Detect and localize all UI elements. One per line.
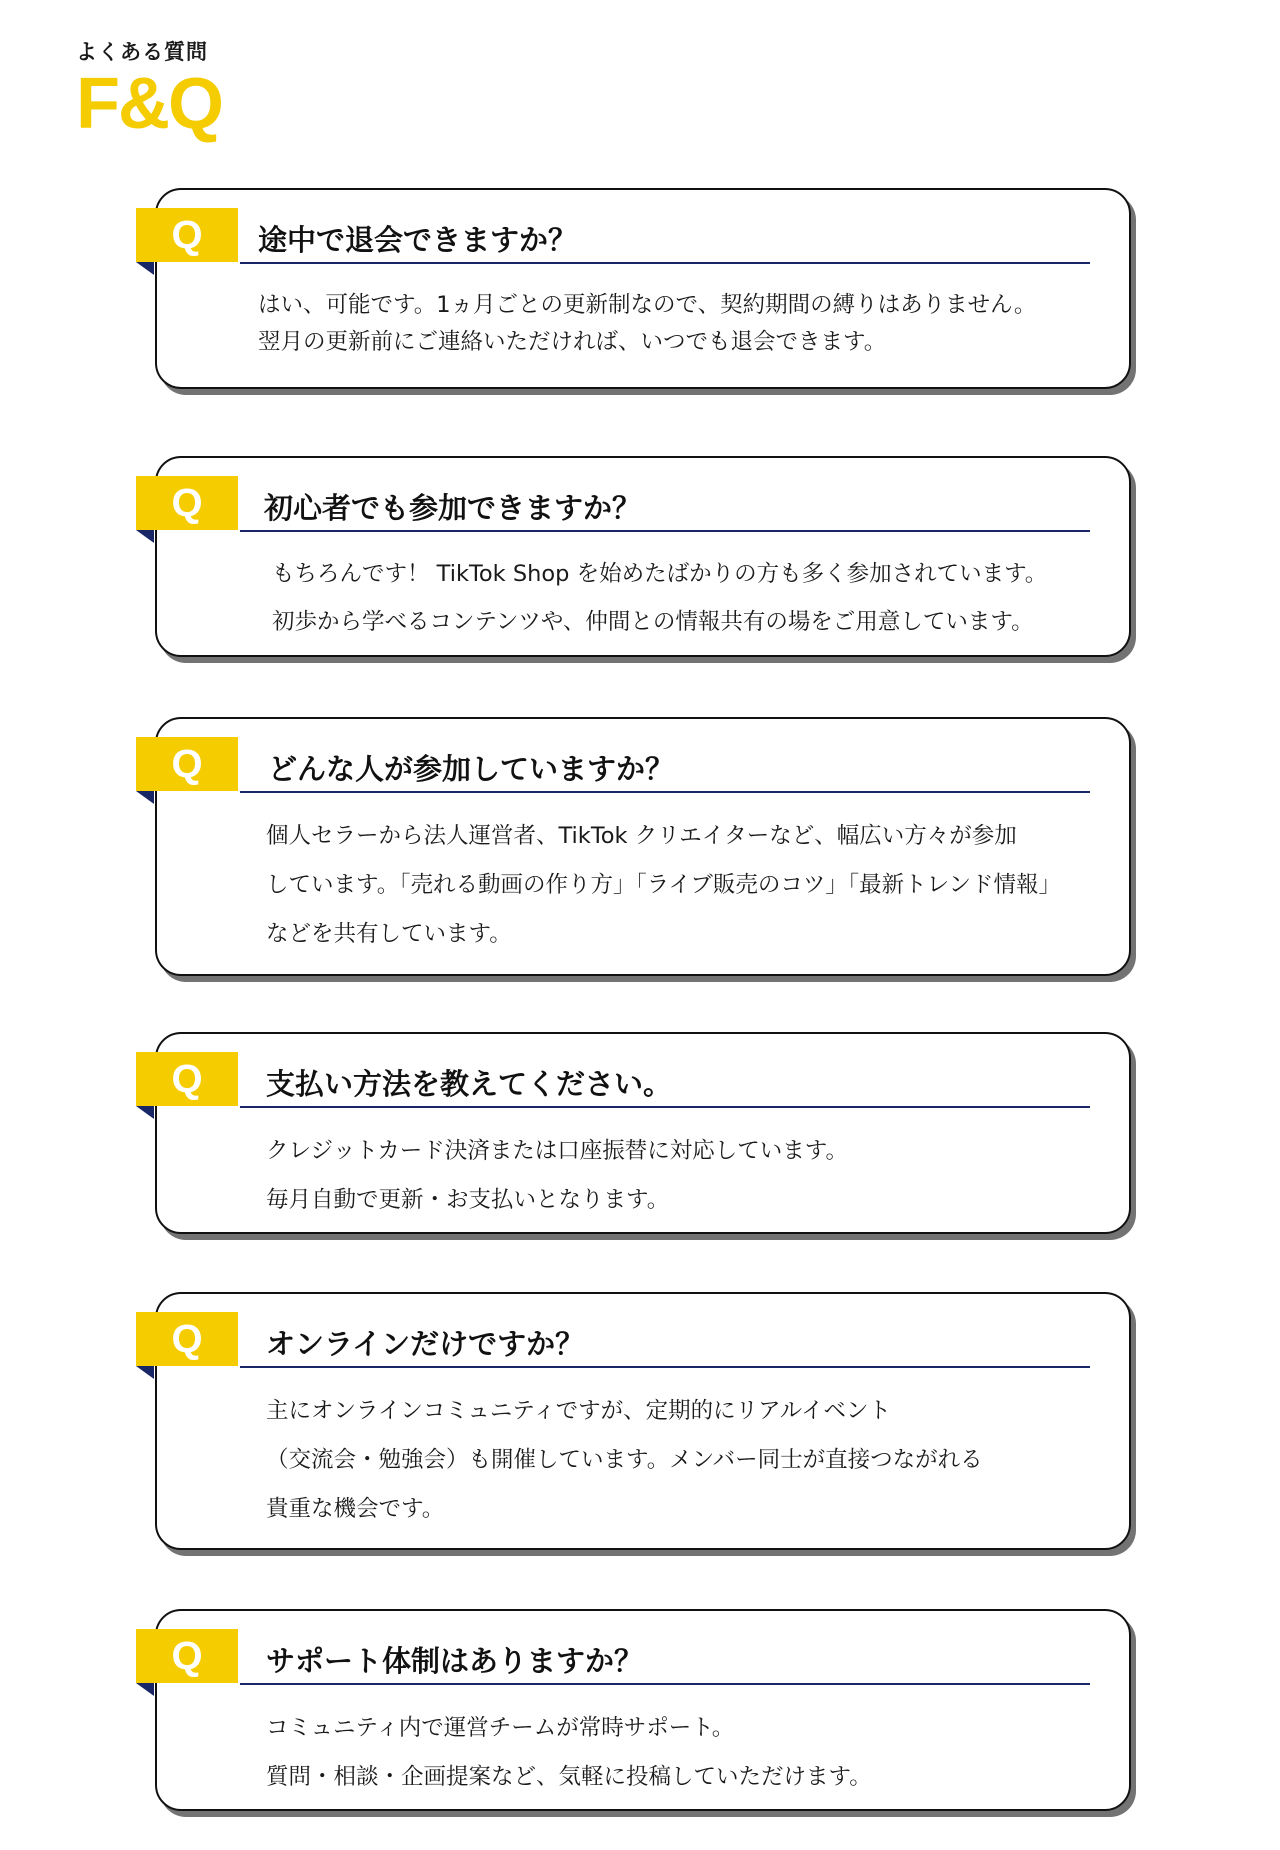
faq-answer-line: 初歩から学べるコンテンツや、仲間との情報共有の場をご用意しています。 <box>272 609 1034 635</box>
q-tab-fold <box>136 1683 154 1696</box>
faq-question: 支払い方法を教えてください。 <box>266 1067 673 1101</box>
q-tab-fold <box>136 1106 154 1119</box>
faq-answer-line: 翌月の更新前にご連絡いただければ、いつでも退会できます。 <box>258 329 887 355</box>
page-logo-title: F&Q <box>76 64 222 144</box>
question-underline <box>240 262 1090 264</box>
faq-question: 途中で退会できますか？ <box>258 223 578 257</box>
faq-question: どんな人が参加していますか？ <box>268 752 675 786</box>
faq-answer-line: はい、可能です。1ヵ月ごとの更新制なので、契約期間の縛りはありません。 <box>258 292 1037 318</box>
faq-question: 初心者でも参加できますか？ <box>264 491 642 525</box>
q-badge: Q <box>136 476 238 530</box>
faq-answer-line: 質問・相談・企画提案など、気軽に投稿していただけます。 <box>266 1764 872 1790</box>
faq-answer-line: クレジットカード決済または口座振替に対応しています。 <box>266 1138 848 1164</box>
q-badge: Q <box>136 208 238 262</box>
q-tab-fold <box>136 530 154 543</box>
faq-answer-line: （交流会・勉強会）も開催しています。メンバー同士が直接つながれる <box>266 1447 983 1473</box>
faq-question: サポート体制はありますか？ <box>266 1644 644 1678</box>
faq-answer-line: 貴重な機会です。 <box>266 1496 445 1522</box>
page-subtitle: よくある質問 <box>76 40 208 64</box>
faq-answer-line: もちろんです！ TikTok Shop を始めたばかりの方も多く参加されています。 <box>272 561 1048 587</box>
q-badge: Q <box>136 1629 238 1683</box>
question-underline <box>240 530 1090 532</box>
q-badge: Q <box>136 1312 238 1366</box>
faq-answer-line: しています。「売れる動画の作り方」「ライブ販売のコツ」「最新トレンド情報」 <box>266 872 1062 898</box>
faq-question: オンラインだけですか？ <box>266 1327 585 1361</box>
q-badge: Q <box>136 737 238 791</box>
faq-answer-line: 毎月自動で更新・お支払いとなります。 <box>266 1187 670 1213</box>
q-tab-fold <box>136 262 154 275</box>
faq-answer-line: 主にオンラインコミュニティですが、定期的にリアルイベント <box>266 1398 892 1424</box>
q-tab-fold <box>136 791 154 804</box>
question-underline <box>240 1366 1090 1368</box>
faq-answer-line: コミュニティ内で運営チームが常時サポート。 <box>266 1715 735 1741</box>
faq-answer-line: 個人セラーから法人運営者、TikTok クリエイターなど、幅広い方々が参加 <box>266 823 1017 849</box>
faq-answer-line: などを共有しています。 <box>266 921 512 947</box>
question-underline <box>240 1106 1090 1108</box>
q-badge: Q <box>136 1052 238 1106</box>
q-tab-fold <box>136 1366 154 1379</box>
question-underline <box>240 1683 1090 1685</box>
question-underline <box>240 791 1090 793</box>
